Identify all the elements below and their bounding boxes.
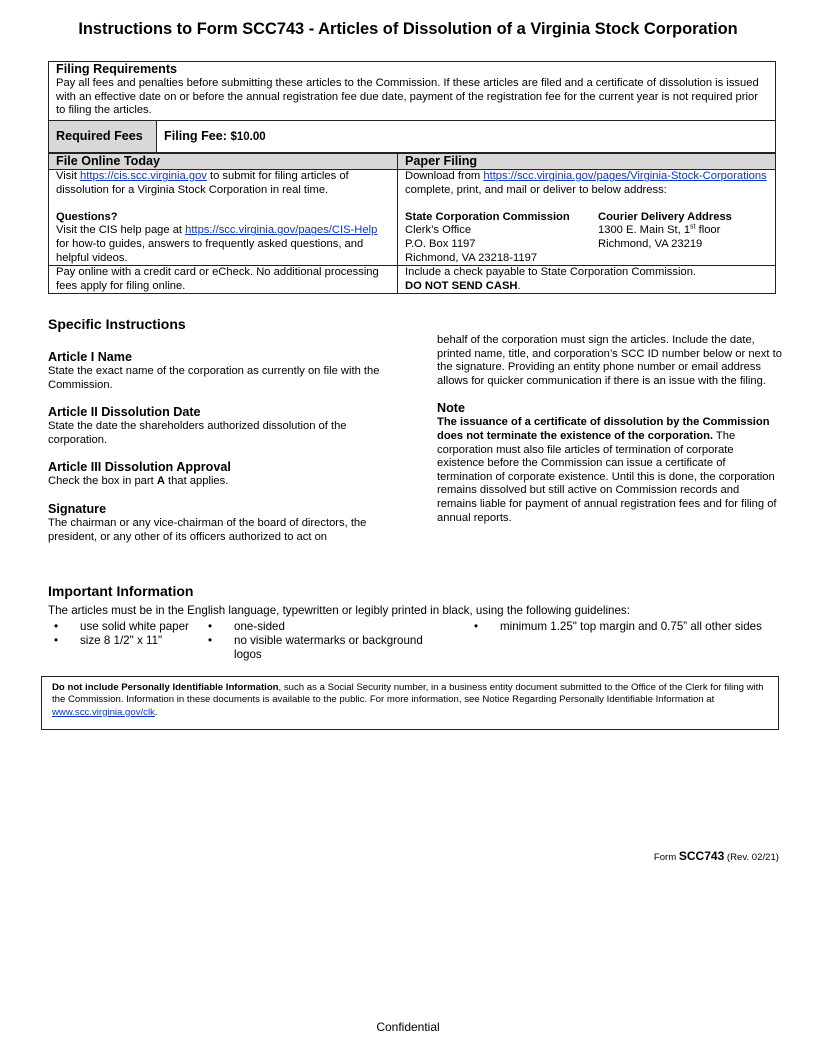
note-heading: Note: [437, 401, 465, 416]
paper-form-link[interactable]: https://scc.virginia.gov/pages/Virginia-Stock-Corporations: [483, 170, 767, 182]
pii-notice-bold: Do not include Personally Identifiable Information: [52, 682, 279, 693]
required-fees-row: [49, 120, 775, 152]
important-information-heading: Important Information: [48, 583, 194, 599]
address-grid: [405, 211, 768, 265]
important-information-intro: The articles must be in the English language, typewritten or legibly printed in black, using the following guidelines:: [48, 604, 630, 617]
guideline-bullet: • size 8 1/2" x 11": [80, 634, 162, 648]
clk-link[interactable]: www.scc.virginia.gov/clk: [52, 706, 155, 718]
cash-warning: DO NOT SEND CASH.: [405, 279, 521, 292]
signature-section: [48, 502, 398, 544]
courier-address-line: 1300 E. Main St, 1st floor: [598, 223, 721, 237]
article-heading: Article II Dissolution Date: [48, 405, 201, 420]
guideline-bullet: • minimum 1.25" top margin and 0.75” all other sides: [500, 620, 762, 634]
file-online-cell: [49, 170, 398, 266]
article-body: State the exact name of the corporation as currently on file with the Commission.: [48, 365, 380, 391]
paper-payment-cell: [398, 266, 776, 294]
mailing-address-line: P.O. Box 1197: [405, 237, 476, 250]
mailing-address-line: Richmond, VA 23218-1197: [405, 251, 538, 264]
file-online-heading: File Online Today: [49, 154, 398, 170]
mailing-address: [405, 211, 598, 265]
courier-address-line: Richmond, VA 23219: [598, 237, 703, 250]
page-title: Instructions to Form SCC743 - Articles of Dissolution of a Virginia Stock Corporation: [78, 20, 738, 38]
article-2: [48, 405, 398, 447]
required-fees-label: Required Fees: [49, 121, 157, 152]
confidential-label: Confidential: [376, 1020, 440, 1034]
courier-address-heading: Courier Delivery Address: [598, 210, 732, 223]
pii-notice-text: , such as a Social Security number, in a business entity document submitted to the Office of the Clerk for filing with the Commission. Information in these documents is available to the public. For more information, see Notice Regarding Personally Identifiable Information at: [52, 682, 764, 706]
instructions-left-column: [48, 350, 398, 557]
signature-body-part1: The chairman or any vice-chairman of the board of directors, the president, or any other of its officers authorized to act on: [48, 516, 367, 543]
guideline-bullet: • one-sided: [234, 620, 285, 634]
article-heading: Article I Name: [48, 350, 132, 364]
filing-fee-amount: $10.00: [230, 130, 266, 143]
mailing-address-heading: State Corporation Commission: [405, 210, 570, 223]
instructions-right-column: [437, 334, 782, 525]
paper-filing-heading: Paper Filing: [398, 154, 776, 170]
article-heading: Article III Dissolution Approval: [48, 460, 231, 475]
courier-address: [598, 211, 732, 265]
pii-notice: Do not include Personally Identifiable Information, such as a Social Security number, in a business entity document submitted to the Office of the Clerk for filing with the Commission. Information in these documents is available to the public. For more information, see Notice Regarding Personally Identifiable Information at www.scc.virginia.gov/clk.: [41, 676, 779, 730]
mailing-address-line: Clerk’s Office: [405, 224, 472, 237]
note-section: [437, 401, 782, 525]
filing-requirements-body: Pay all fees and penalties before submitting these articles to the Commission. If these articles are filed and a certificate of dissolution is issued with an effective date on or before the annual registration fee due date, payment of the registration fee for the current year is not required prior to filing the articles.: [56, 77, 759, 117]
filing-requirements-box: [48, 61, 776, 153]
filing-fee-label: Filing Fee:: [164, 128, 227, 143]
filing-requirements-heading: Filing Requirements: [56, 62, 178, 76]
filing-methods-table: [48, 153, 776, 294]
online-payment-text: Pay online with a credit card or eCheck. No additional processing fees apply for filing online.: [49, 266, 398, 294]
paper-payment-text: Include a check payable to State Corporation Commission.: [405, 266, 697, 279]
filing-fee: [157, 121, 266, 152]
note-body: The issuance of a certificate of dissolution by the Commission does not terminate the existence of the corporation. The corporation must also file articles of termination of corporate existence before the Commission can issue a certificate of termination of corporate existence. Until this is done, the corporation remains dissolved but still active on Commission records and remains liable for payment of annual registration fees and for filing of annual reports.: [437, 416, 777, 524]
online-visit-text: Visit https://cis.scc.virginia.gov to submit for filing articles of dissolution for a Virginia Stock Corporation in real time.: [56, 170, 349, 196]
signature-heading: Signature: [48, 501, 107, 516]
guideline-bullet: • no visible watermarks or background logos: [234, 634, 444, 663]
paper-filing-cell: [398, 170, 776, 266]
article-body: State the date the shareholders authorized dissolution of the corporation.: [48, 420, 347, 446]
paper-download-text: Download from https://scc.virginia.gov/pages/Virginia-Stock-Corporations complete, print, and mail or deliver to below address:: [405, 170, 767, 196]
cis-link[interactable]: https://cis.scc.virginia.gov: [80, 170, 207, 182]
guideline-bullet: • use solid white paper: [80, 620, 189, 634]
signature-body-part2: behalf of the corporation must sign the articles. Include the date, printed name, title, and corporation’s SCC ID number below or next to the signature. Providing an entity phone number or email address allows for quicker communication if there is an issue with the filing.: [437, 334, 782, 387]
cis-help-link[interactable]: https://scc.virginia.gov/pages/CIS-Help: [185, 224, 378, 237]
form-number: Form SCC743 (Rev. 02/21): [653, 849, 779, 863]
specific-instructions-heading: Specific Instructions: [48, 316, 186, 332]
article-body: Check the box in part A that applies.: [48, 475, 229, 488]
article-1: [48, 350, 398, 392]
questions-text: Visit the CIS help page at https://scc.virginia.gov/pages/CIS-Help for how-to guides, answers to frequently asked questions, and helpful videos.: [56, 224, 378, 264]
questions-heading: Questions?: [56, 210, 118, 223]
article-3: [48, 460, 398, 489]
